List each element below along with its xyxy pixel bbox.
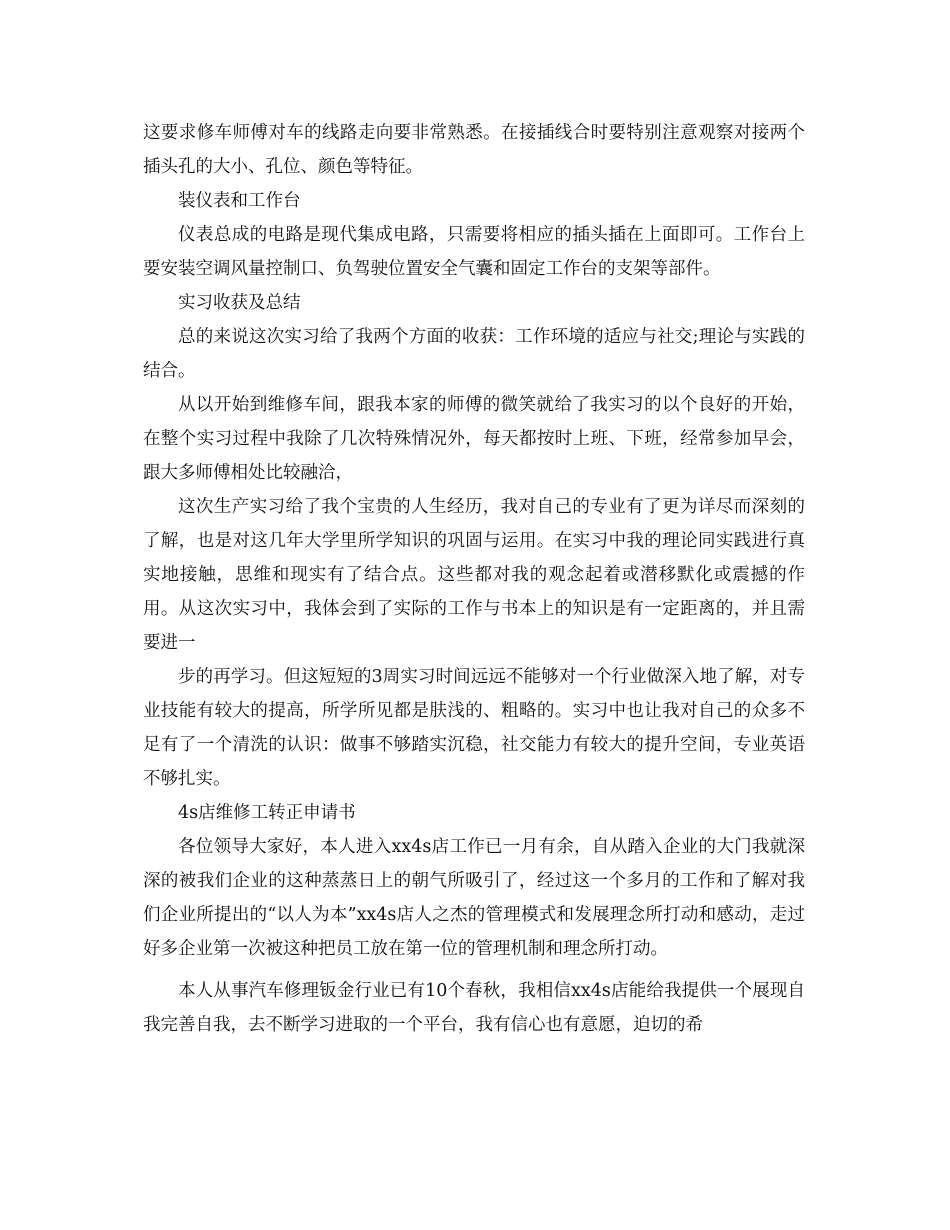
section-heading-application: 4s店维修工转正申请书 [178,803,356,823]
paragraph-8: 本人从事汽车修理钣金行业已有10个春秋，我相信xx4s店能给我提供一个展现自我完善自我，去不断学习进取的一个平台，我有信心也有意愿，迫切的希 [143,981,805,1035]
paragraph-7: 各位领导大家好，本人进入xx4s店工作已一月有余，自从踏入企业的大门我就深深的被我们企业的这种蒸蒸日上的朝气所吸引了，经过这一个多月的工作和了解对我们企业所提出的“以人为本”xx4s店人之杰的管理模式和发展理念所打动和感动，走过好多企业第一次被这种把员工放在第一位的管理机制和理念所打动。 [143,837,805,959]
section-heading-summary: 实习收获及总结 [178,293,301,313]
paragraph-5: 这次生产实习给了我个宝贵的人生经历，我对自己的专业有了更为详尽而深刻的了解，也是对这几年大学里所学知识的巩固与运用。在实习中我的理论同实践进行真实地接触，思维和现实有了结合点。这些都对我的观念起着或潜移默化或震撼的作用。从这次实习中，我体会到了实际的工作与书本上的知识是有一定距离的，并且需要进一 [143,497,805,653]
paragraph-2: 仪表总成的电路是现代集成电路，只需要将相应的插头插在上面即可。工作台上要安装空调风量控制口、负驾驶位置安全气囊和固定工作台的支架等部件。 [143,225,805,279]
document-body [143,116,805,1042]
paragraph-4: 从以开始到维修车间，跟我本家的师傅的微笑就给了我实习的以个良好的开始，在整个实习过程中我除了几次特殊情况外，每天都按时上班、下班，经常参加早会，跟大多师傅相处比较融洽， [143,395,805,483]
paragraph-1: 这要求修车师傅对车的线路走向要非常熟悉。在接插线合时要特别注意观察对接两个插头孔的大小、孔位、颜色等特征。 [143,123,805,177]
paragraph-6: 步的再学习。但这短短的3周实习时间远远不能够对一个行业做深入地了解，对专业技能有较大的提高，所学所见都是肤浅的、粗略的。实习中也让我对自己的众多不足有了一个清洗的认识：做事不够踏实沉稳，社交能力有较大的提升空间，专业英语不够扎实。 [143,667,805,789]
paragraph-3: 总的来说这次实习给了我两个方面的收获：工作环境的适应与社交;理论与实践的结合。 [143,327,805,381]
section-heading-instrument: 装仪表和工作台 [178,191,301,211]
